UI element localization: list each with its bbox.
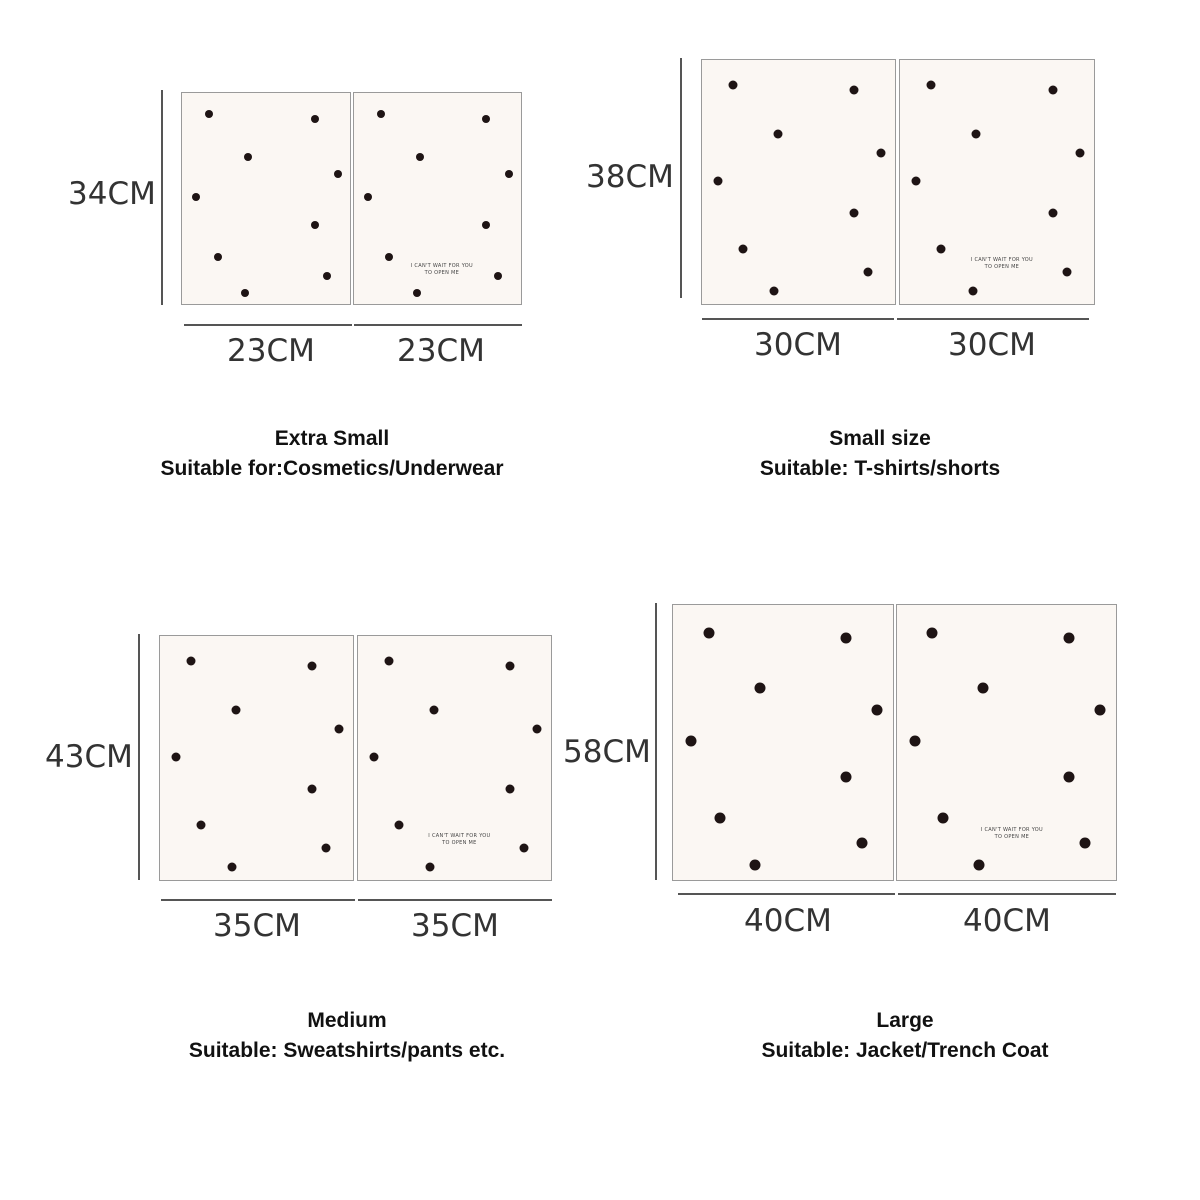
- polka-dot: [369, 752, 378, 761]
- polka-dot: [364, 193, 372, 201]
- size-caption: [47, 1006, 647, 1066]
- polka-dot: [856, 838, 867, 849]
- polka-dot: [973, 860, 984, 871]
- height-label: 38CM: [586, 159, 674, 195]
- polka-dot: [192, 193, 200, 201]
- width-dimension-line: [184, 324, 352, 326]
- size-suitable: Suitable: Sweatshirts/pants etc.: [188, 1039, 506, 1062]
- polka-dot: [841, 771, 852, 782]
- polka-dot: [482, 221, 490, 229]
- width-dimension-line: [354, 324, 522, 326]
- polka-dot: [385, 656, 394, 665]
- polka-dot: [385, 253, 393, 261]
- polka-dot: [241, 289, 249, 297]
- polka-dot: [533, 725, 542, 734]
- height-dimension-line: [680, 58, 682, 298]
- polka-dot: [1076, 149, 1085, 158]
- width-dimension-line: [161, 899, 355, 901]
- size-title: Medium: [307, 1009, 387, 1032]
- polka-dot: [872, 705, 883, 716]
- polka-dot: [714, 813, 725, 824]
- polka-dot: [321, 843, 330, 852]
- size-caption: [32, 424, 632, 484]
- size-suitable: Suitable for:Cosmetics/Underwear: [160, 457, 504, 480]
- polka-dot: [911, 176, 920, 185]
- polka-dot: [214, 253, 222, 261]
- polka-dot: [1062, 267, 1071, 276]
- polka-dot: [494, 272, 502, 280]
- width-dimension-line: [358, 899, 552, 901]
- width-label: 30CM: [754, 327, 842, 363]
- polka-dot: [413, 289, 421, 297]
- polka-dot: [685, 735, 696, 746]
- height-dimension-line: [655, 603, 657, 880]
- bag-print-text: I CAN'T WAIT FOR YOU TO OPEN ME: [980, 826, 1044, 840]
- polka-dot: [927, 627, 938, 638]
- bag-back: [353, 92, 522, 305]
- polka-dot: [909, 735, 920, 746]
- bag-back: [357, 635, 552, 881]
- polka-dot: [506, 661, 515, 670]
- size-suitable: Suitable: Jacket/Trench Coat: [761, 1039, 1049, 1062]
- height-dimension-line: [138, 634, 140, 880]
- polka-dot: [938, 813, 949, 824]
- bag-print-text: I CAN'T WAIT FOR YOU TO OPEN ME: [410, 263, 473, 277]
- polka-dot: [334, 170, 342, 178]
- width-label: 40CM: [744, 903, 832, 939]
- polka-dot: [738, 245, 747, 254]
- polka-dot: [937, 245, 946, 254]
- size-caption: [605, 1006, 1200, 1066]
- polka-dot: [1064, 771, 1075, 782]
- polka-dot: [430, 705, 439, 714]
- polka-dot: [187, 656, 196, 665]
- width-dimension-line: [897, 318, 1089, 320]
- polka-dot: [774, 129, 783, 138]
- polka-dot: [311, 221, 319, 229]
- bag-front: [672, 604, 894, 881]
- width-label: 23CM: [227, 333, 315, 369]
- width-label: 30CM: [948, 327, 1036, 363]
- polka-dot: [1048, 85, 1057, 94]
- height-label: 58CM: [563, 734, 651, 770]
- polka-dot: [1095, 705, 1106, 716]
- bag-print-text: I CAN'T WAIT FOR YOU TO OPEN ME: [428, 832, 491, 846]
- polka-dot: [729, 80, 738, 89]
- polka-dot: [335, 725, 344, 734]
- polka-dot: [308, 784, 317, 793]
- polka-dot: [416, 153, 424, 161]
- polka-dot: [171, 752, 180, 761]
- bag-front: [159, 635, 354, 881]
- polka-dot: [1064, 633, 1075, 644]
- polka-dot: [205, 110, 213, 118]
- polka-dot: [232, 705, 241, 714]
- polka-dot: [972, 129, 981, 138]
- size-title: Small size: [829, 427, 931, 450]
- polka-dot: [850, 208, 859, 217]
- polka-dot: [927, 80, 936, 89]
- polka-dot: [482, 115, 490, 123]
- height-label: 43CM: [45, 739, 133, 775]
- width-dimension-line: [702, 318, 894, 320]
- bag-front: [701, 59, 896, 305]
- polka-dot: [323, 272, 331, 280]
- polka-dot: [196, 821, 205, 830]
- polka-dot: [377, 110, 385, 118]
- size-suitable: Suitable: T-shirts/shorts: [759, 457, 1001, 480]
- polka-dot: [713, 176, 722, 185]
- bag-back: [899, 59, 1095, 305]
- width-dimension-line: [678, 893, 895, 895]
- height-label: 34CM: [68, 176, 156, 212]
- width-dimension-line: [898, 893, 1116, 895]
- polka-dot: [770, 287, 779, 296]
- width-label: 35CM: [213, 908, 301, 944]
- width-label: 40CM: [963, 903, 1051, 939]
- polka-dot: [426, 863, 435, 872]
- polka-dot: [228, 863, 237, 872]
- polka-dot: [308, 661, 317, 670]
- width-label: 35CM: [411, 908, 499, 944]
- polka-dot: [750, 860, 761, 871]
- polka-dot: [505, 170, 513, 178]
- polka-dot: [850, 85, 859, 94]
- width-label: 23CM: [397, 333, 485, 369]
- polka-dot: [506, 784, 515, 793]
- polka-dot: [703, 627, 714, 638]
- polka-dot: [968, 287, 977, 296]
- polka-dot: [311, 115, 319, 123]
- size-title: Extra Small: [274, 427, 390, 450]
- polka-dot: [863, 267, 872, 276]
- bag-print-text: I CAN'T WAIT FOR YOU TO OPEN ME: [970, 256, 1034, 270]
- size-title: Large: [876, 1009, 934, 1032]
- bag-back: [896, 604, 1117, 881]
- polka-dot: [1048, 208, 1057, 217]
- size-caption: [580, 424, 1180, 484]
- polka-dot: [244, 153, 252, 161]
- polka-dot: [978, 683, 989, 694]
- height-dimension-line: [161, 90, 163, 305]
- polka-dot: [394, 821, 403, 830]
- polka-dot: [754, 683, 765, 694]
- polka-dot: [1079, 838, 1090, 849]
- bag-front: [181, 92, 351, 305]
- polka-dot: [519, 843, 528, 852]
- polka-dot: [841, 633, 852, 644]
- polka-dot: [877, 149, 886, 158]
